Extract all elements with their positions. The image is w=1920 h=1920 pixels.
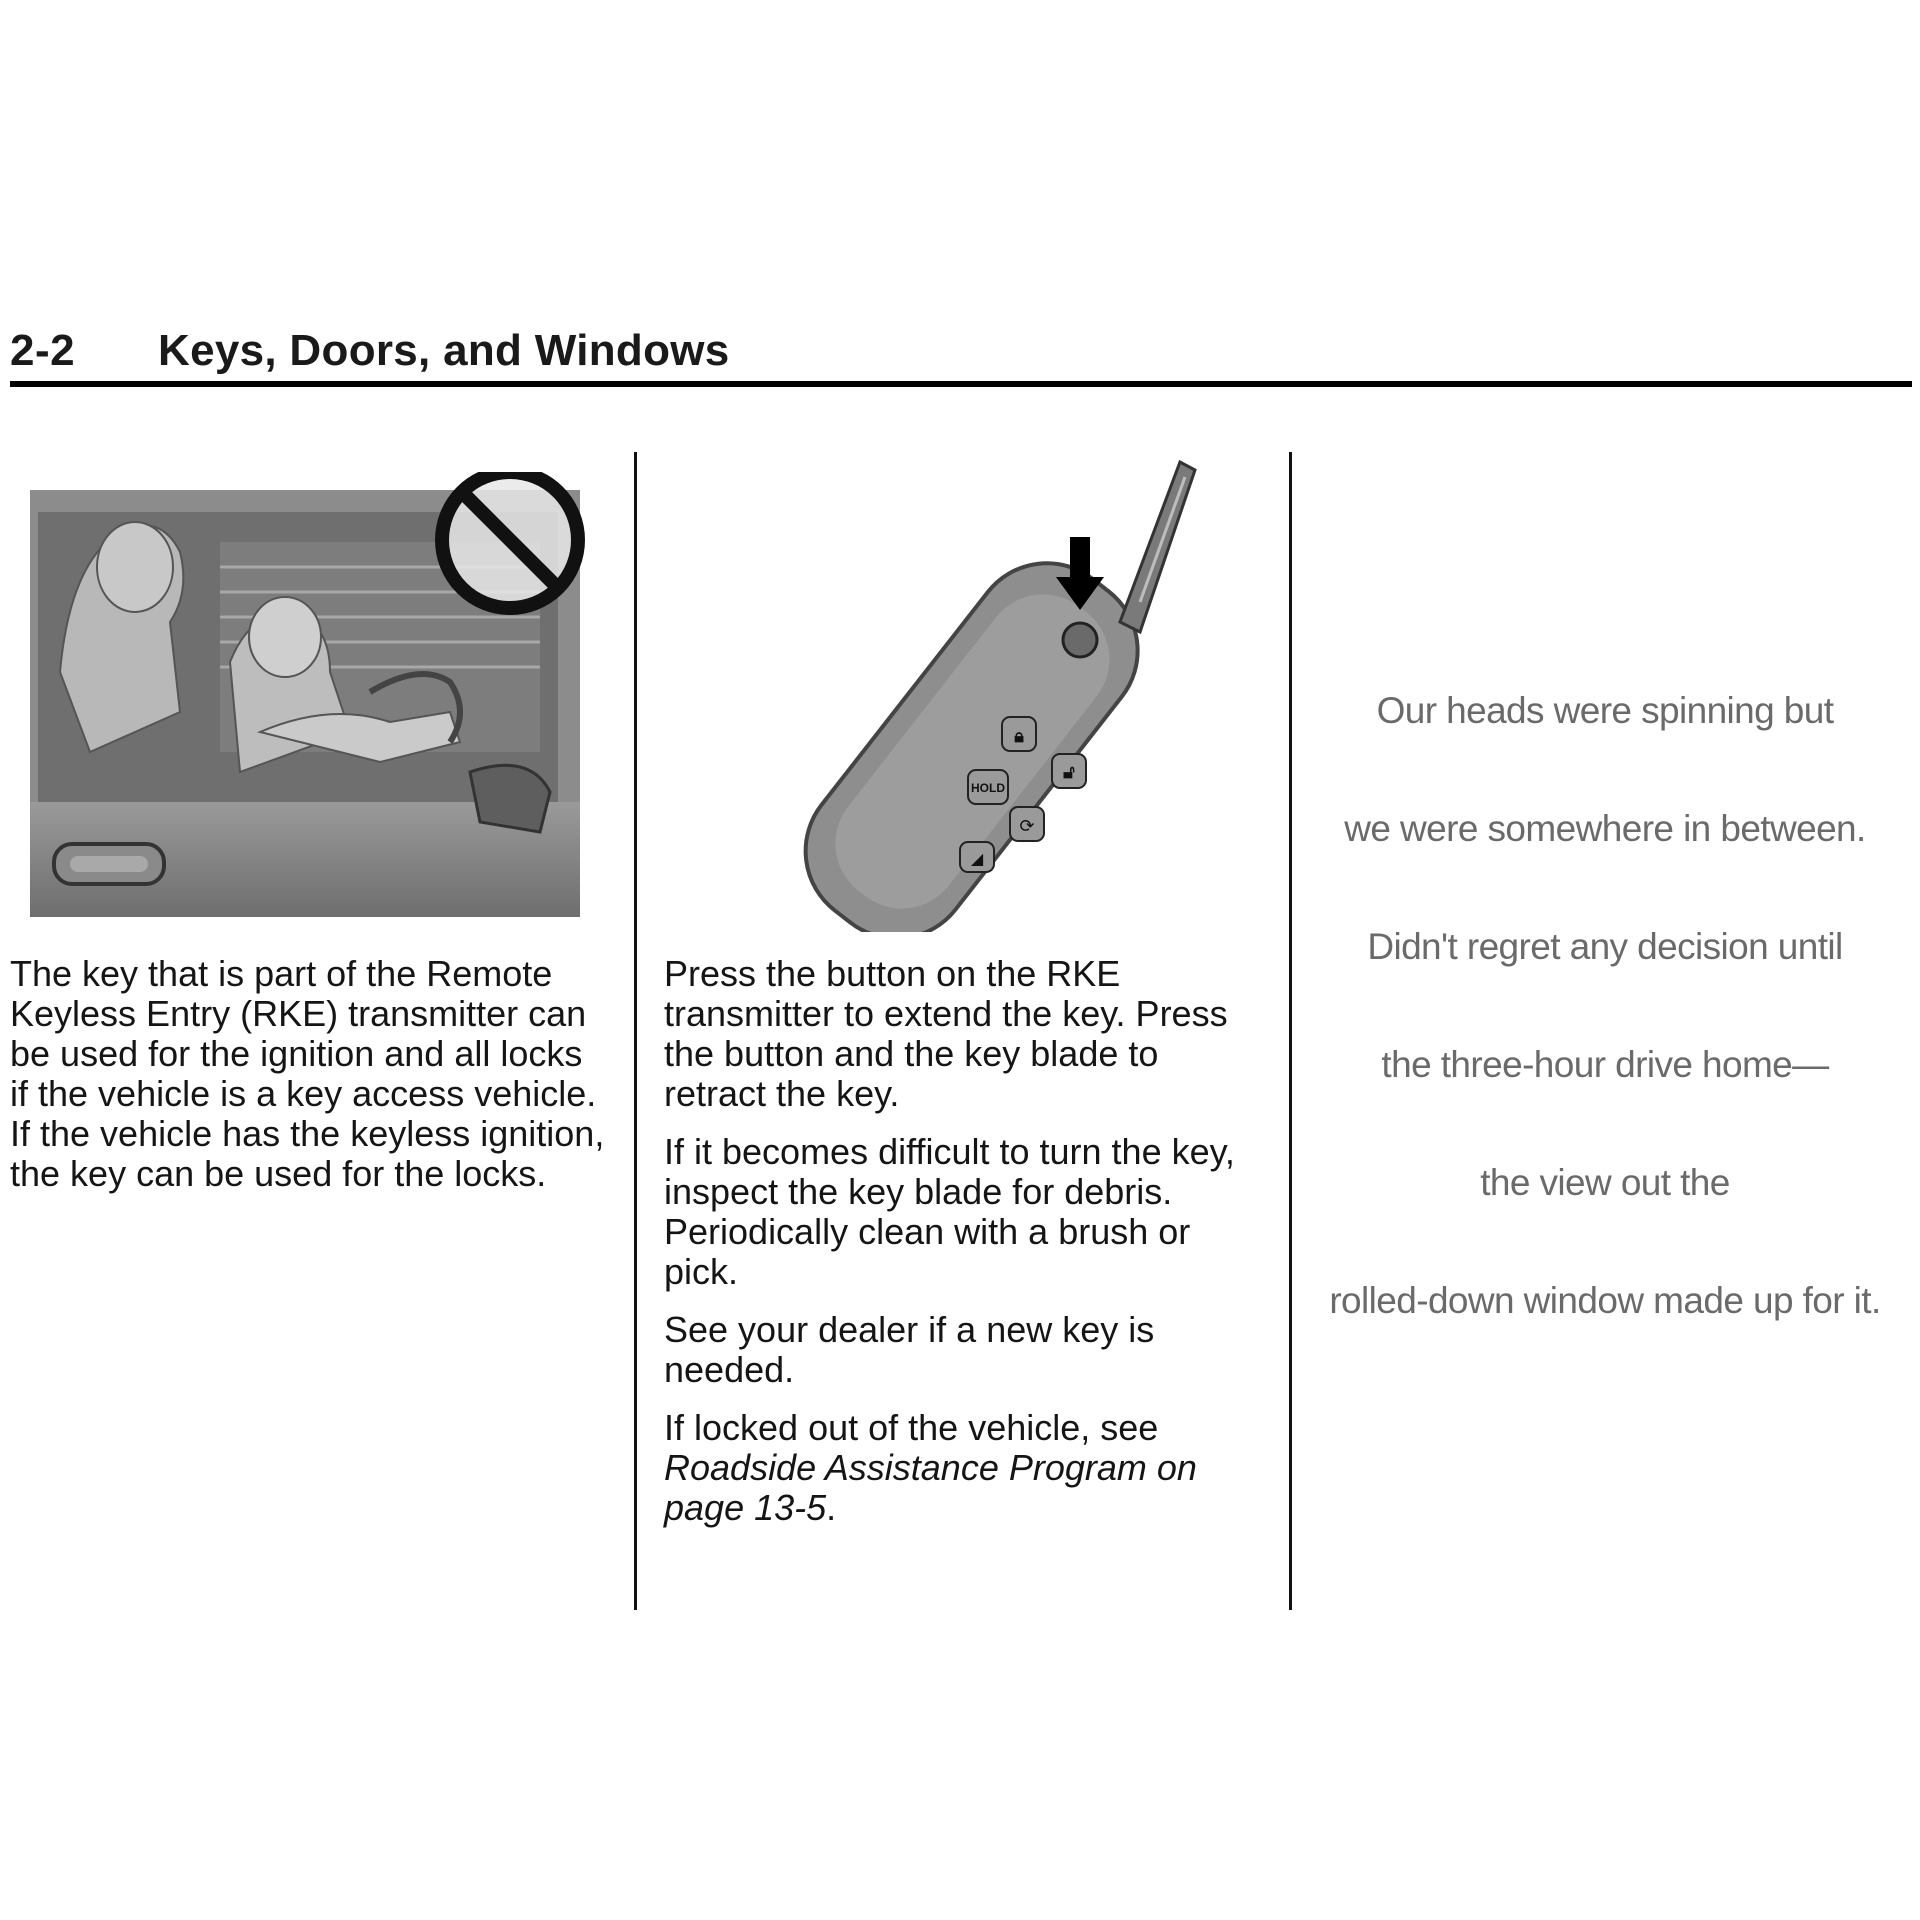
column-3-poem xyxy=(1300,690,1910,1398)
locked-out-paragraph xyxy=(664,1408,1264,1528)
locked-out-suffix: . xyxy=(826,1487,837,1528)
page-number: 2-2 xyxy=(10,326,76,375)
paragraph: If it becomes difficult to turn the key, inspect the key blade for debris. Periodically clean with a brush or pick. xyxy=(664,1131,1235,1292)
svg-text:◢: ◢ xyxy=(970,849,984,868)
section-title: Keys, Doors, and Windows xyxy=(158,326,730,375)
paragraph: See your dealer if a new key is needed. xyxy=(664,1309,1155,1390)
paragraph: Press the button on the RKE transmitter to extend the key. Press the button and the key blade to retract the key. xyxy=(664,953,1228,1114)
hold-label: HOLD xyxy=(971,781,1005,795)
column-2-text xyxy=(664,954,1264,1546)
svg-text:⟳: ⟳ xyxy=(1019,816,1035,837)
paragraph: The key that is part of the Remote Keyless Entry (RKE) transmitter can be used for the ignition and all locks if the vehicle is a key access vehicle. If the vehicle has the keyless ignition, the key can be used for the locks. xyxy=(10,953,605,1194)
poem-line: the view out the xyxy=(1480,1162,1730,1203)
column-divider xyxy=(1289,452,1292,1610)
poem-line: the three-hour drive home— xyxy=(1381,1044,1829,1085)
column-1-text xyxy=(10,954,610,1212)
poem-line: we were somewhere in between. xyxy=(1344,808,1866,849)
page-header xyxy=(10,326,1910,386)
key-fob-illustration xyxy=(720,452,1220,932)
header-rule xyxy=(10,381,1912,387)
locked-out-prefix: If locked out of the vehicle, see xyxy=(664,1407,1159,1448)
child-in-car-illustration xyxy=(30,472,590,917)
roadside-assistance-reference[interactable]: Roadside Assistance Program on page 13-5 xyxy=(664,1447,1197,1528)
svg-text:🔒︎: 🔒︎ xyxy=(1014,726,1024,746)
poem-line: Our heads were spinning but xyxy=(1376,690,1834,731)
svg-text:🔓︎: 🔓︎ xyxy=(1063,762,1075,782)
poem-line: rolled-down window made up for it. xyxy=(1329,1280,1881,1321)
poem-line: Didn't regret any decision until xyxy=(1367,926,1843,967)
column-divider xyxy=(634,452,637,1610)
